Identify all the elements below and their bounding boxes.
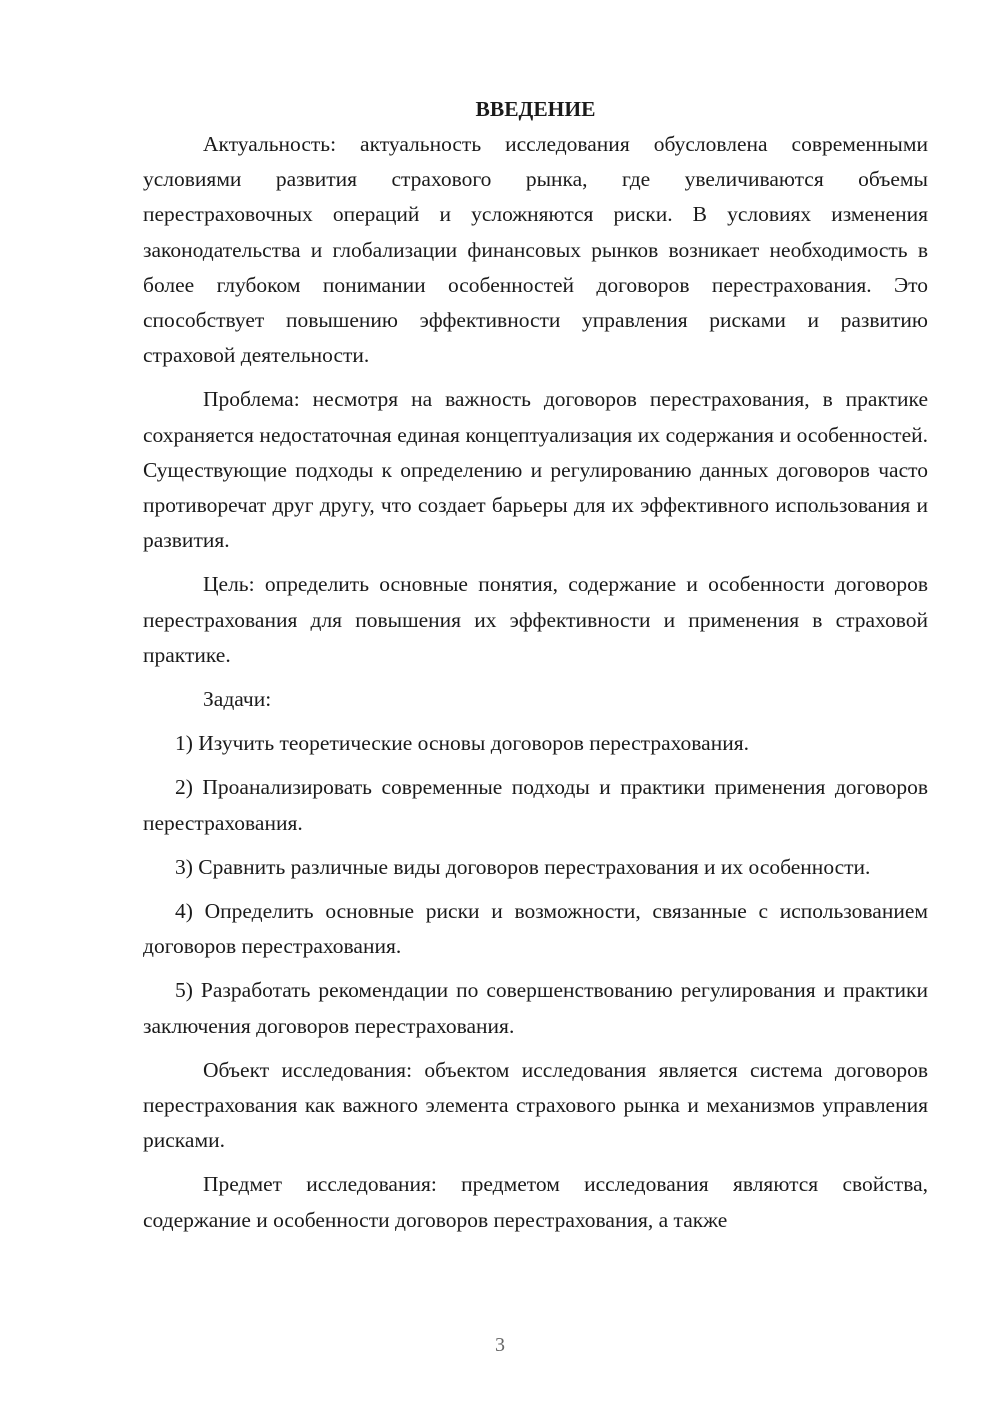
task-item: 1) Изучить теоретические основы договоров перестрахования. xyxy=(175,731,749,756)
page-number: 3 xyxy=(495,1334,505,1356)
document-body xyxy=(143,92,928,1238)
paragraph-object: Объект исследования: объектом исследования является система договоров перестрахования как важного элемента страхового рынка и механизмов управления рисками. xyxy=(143,1057,928,1153)
tasks-heading: Задачи: xyxy=(203,687,272,712)
paragraph-relevance: Актуальность: актуальность исследования обусловлена современными условиями развития страхового рынка, где увеличиваются объемы перестраховочных операций и усложняются риски. В условиях изменения законодательства и глобализации финансовых рынков возникает необходимость в более глубоком понимании особенностей договоров перестрахования. Это способствует повышению эффективности управления рисками и развитию страховой деятельности. xyxy=(143,132,928,368)
task-item: 2) Проанализировать современные подходы и практики применения договоров перестрахования. xyxy=(143,775,928,835)
task-item: 3) Сравнить различные виды договоров перестрахования и их особенности. xyxy=(175,854,871,879)
section-title: ВВЕДЕНИЕ xyxy=(475,97,596,121)
task-item: 4) Определить основные риски и возможности, связанные с использованием договоров перестрахования. xyxy=(143,899,928,959)
tasks-list xyxy=(143,726,928,1044)
task-item: 5) Разработать рекомендации по совершенствованию регулирования и практики заключения договоров перестрахования. xyxy=(143,978,928,1038)
paragraph-goal: Цель: определить основные понятия, содержание и особенности договоров перестрахования для повышения их эффективности и применения в страховой практике. xyxy=(143,572,928,667)
paragraph-subject: Предмет исследования: предметом исследования являются свойства, содержание и особенности договоров перестрахования, а также xyxy=(143,1172,928,1232)
paragraph-problem: Проблема: несмотря на важность договоров перестрахования, в практике сохраняется недостаточная единая концептуализация их содержания и особенностей. Существующие подходы к определению и регулированию данных договоров часто противоречат друг другу, что создает барьеры для их эффективного использования и развития. xyxy=(143,387,928,553)
